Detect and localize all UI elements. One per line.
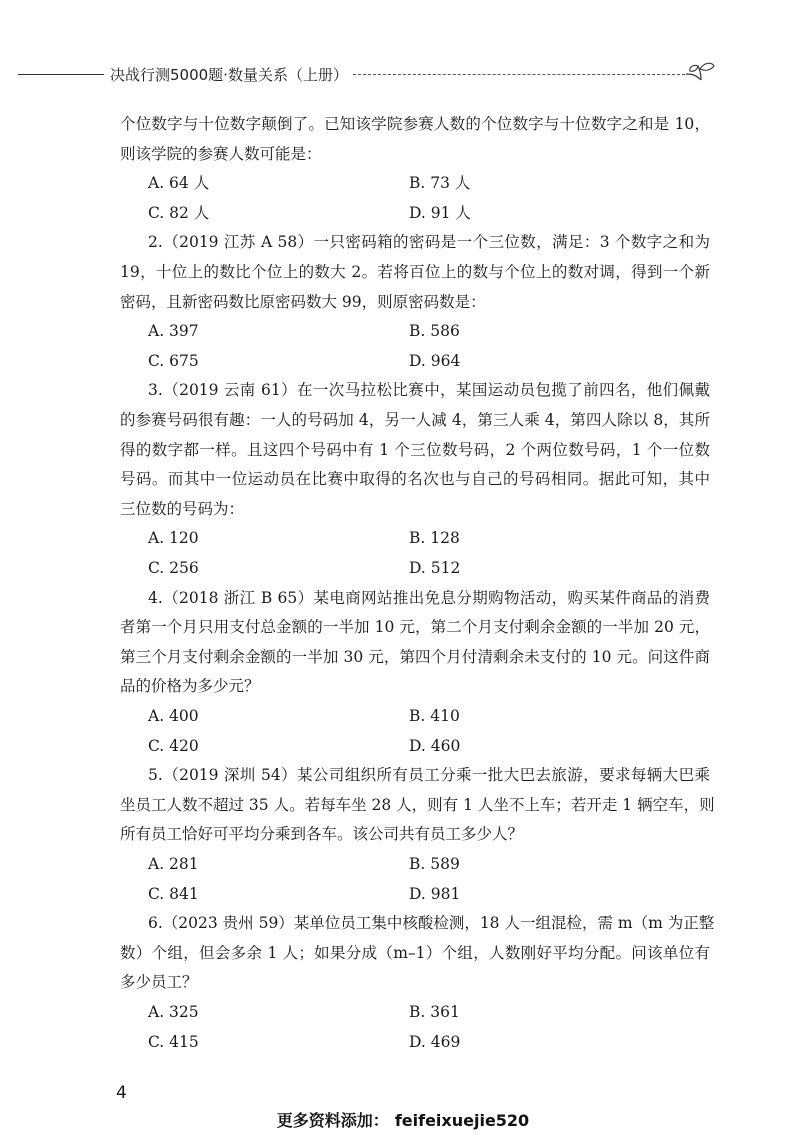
- option-item: A. 120: [148, 529, 199, 547]
- option-item: A. 281: [148, 855, 199, 873]
- text-line: 坐员工人数不超过 35 人。若每车坐 28 人，则有 1 人坐不上车；若开走 1 辆空车，则: [120, 796, 715, 814]
- question-stem-start: 2.（2019 江苏 A 58）一只密码箱的密码是一个三位数，满足：3 个数字之和为: [148, 233, 710, 251]
- option-item: B. 73 人: [409, 174, 471, 192]
- text-line: 品的价格为多少元？: [120, 677, 260, 695]
- text-line: 号码。而其中一位运动员在比赛中取得的名次也与自己的号码相同。据此可知，其中: [120, 470, 710, 488]
- option-item: A. 397: [148, 322, 199, 340]
- question-stem-start: 6.（2023 贵州 59）某单位员工集中核酸检测，18 人一组混检，需 m（m 为正整: [148, 914, 715, 932]
- text-line: 数）个组，但会多余 1 人；如果分成（m–1）个组，人数刚好平均分配。问该单位有: [120, 944, 710, 962]
- option-item: B. 410: [409, 707, 460, 725]
- option-item: B. 589: [409, 855, 460, 873]
- text-line: 第三个月支付剩余金额的一半加 30 元，第四个月付清剩余未支付的 10 元。问这件商: [120, 648, 710, 666]
- text-line: 密码，且新密码数比原密码数大 99，则原密码数是：: [120, 293, 486, 311]
- text-line: 所有员工恰好可平均分乘到各车。该公司共有员工多少人？: [120, 825, 524, 843]
- question-stem-start: 5.（2019 深圳 54）某公司组织所有员工分乘一批大巴去旅游，要求每辆大巴乘: [148, 766, 710, 784]
- text-line: 的参赛号码很有趣：一人的号码加 4，另一人减 4，第三人乘 4，第四人除以 8，其所: [120, 411, 710, 429]
- option-item: D. 964: [409, 352, 461, 370]
- option-item: D. 512: [409, 559, 461, 577]
- page-number: 4: [116, 1083, 127, 1103]
- option-item: C. 841: [148, 885, 199, 903]
- option-item: C. 256: [148, 559, 199, 577]
- text-line: 者第一个月只用支付总金额的一半加 10 元，第二个月支付剩余金额的一半加 20 元，: [120, 618, 710, 636]
- sprout-icon: [684, 60, 718, 88]
- question-stem-start: 3.（2019 云南 61）在一次马拉松比赛中，某国运动员包揽了前四名，他们佩戴: [148, 381, 710, 399]
- option-item: C. 415: [148, 1033, 199, 1051]
- footer-label: 更多资料添加：: [276, 1111, 389, 1130]
- option-item: C. 675: [148, 352, 199, 370]
- option-item: D. 981: [409, 885, 461, 903]
- option-item: B. 586: [409, 322, 460, 340]
- option-item: D. 469: [409, 1033, 461, 1051]
- question-stem-start: 4.（2018 浙江 B 65）某电商网站推出免息分期购物活动，购买某件商品的消费: [148, 589, 710, 607]
- page-header: [0, 60, 800, 90]
- option-item: C. 82 人: [148, 204, 210, 222]
- option-item: B. 128: [409, 529, 460, 547]
- text-line: 19，十位上的数比个位上的数大 2。若将百位上的数与个位上的数对调，得到一个新: [120, 263, 710, 281]
- text-line: 得的数字都一样。且这四个号码中有 1 个三位数号码，2 个两位数号码，1 个一位数: [120, 441, 710, 459]
- option-item: C. 420: [148, 737, 199, 755]
- option-item: D. 91 人: [409, 204, 471, 222]
- text-line: 多少员工？: [120, 973, 198, 991]
- header-rule-left: [18, 74, 104, 75]
- footer-handle: feifeixuejie520: [394, 1111, 530, 1130]
- option-item: B. 361: [409, 1003, 460, 1021]
- text-line: 则该学院的参赛人数可能是：: [120, 145, 322, 163]
- option-item: A. 325: [148, 1003, 199, 1021]
- header-title: 决战行测5000题·数量关系（上册）: [110, 66, 348, 84]
- option-item: A. 64 人: [148, 174, 210, 192]
- text-line: 三位数的号码为：: [120, 500, 245, 518]
- header-rule-right: [353, 74, 685, 75]
- option-item: A. 400: [148, 707, 199, 725]
- option-item: D. 460: [409, 737, 461, 755]
- footer-note: [0, 1108, 800, 1131]
- text-line: 个位数字与十位数字颠倒了。已知该学院参赛人数的个位数字与十位数字之和是 10，: [120, 115, 710, 133]
